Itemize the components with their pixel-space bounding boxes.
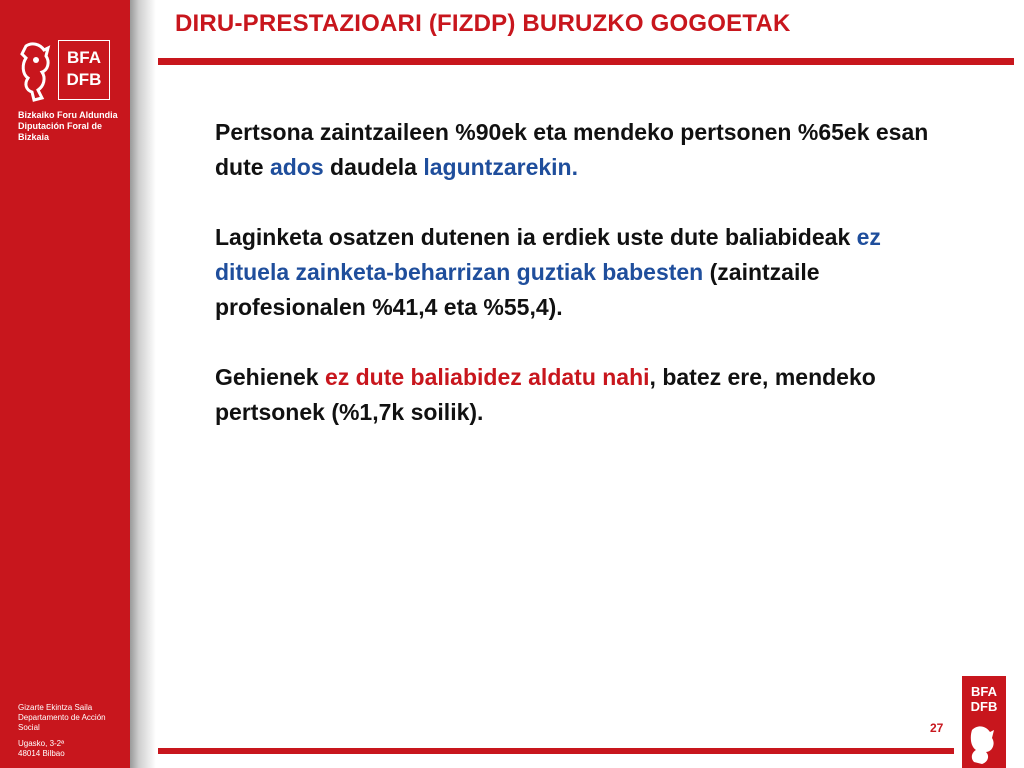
organization-name xyxy=(18,110,128,143)
address-street: Ugasko, 3-2ª xyxy=(18,739,65,748)
horse-emblem-icon xyxy=(18,40,58,104)
corner-logo xyxy=(962,676,1006,768)
paragraph-3 xyxy=(215,360,935,430)
logo-text xyxy=(58,40,110,100)
paragraph-1-text-2: daudela xyxy=(323,154,424,180)
highlight-ez-dute: ez dute baliabidez aldatu nahi xyxy=(324,364,650,390)
logo-line-2: DFB xyxy=(66,70,102,89)
paragraph-2-text-2: (zaintzaile profesionalen %41,4 eta %55,4). xyxy=(215,259,820,320)
paragraph-3-text-2: , batez ere, mendeko pertsonek (%1,7k soilik). xyxy=(215,364,876,425)
sidebar xyxy=(0,0,130,768)
highlight-ados: ados xyxy=(269,154,324,180)
bfa-logo xyxy=(18,40,110,104)
address-city: 48014 Bilbao xyxy=(18,749,65,758)
paragraph-3-text: Gehienek xyxy=(215,364,325,390)
paragraph-1-text: Pertsona zaintzaileen %90ek eta mendeko pertsonen %65ek esan dute xyxy=(215,119,929,180)
horse-emblem-icon xyxy=(966,722,1002,766)
department-info xyxy=(18,703,128,759)
paragraph-2-text: Laginketa osatzen dutenen ia erdiek uste dute baliabideak xyxy=(215,224,857,250)
slide-content xyxy=(215,115,935,465)
corner-logo-line-1: BFA xyxy=(971,684,997,699)
title-divider xyxy=(158,58,1014,65)
highlight-ez-dituela: ez dituela zainketa-beharrizan guztiak babesten xyxy=(215,224,881,285)
dept-name-spanish: Departamento de Acción Social xyxy=(18,713,106,732)
org-name-basque: Bizkaiko Foru Aldundia xyxy=(18,110,118,120)
org-name-spanish: Diputación Foral de Bizkaia xyxy=(18,121,103,142)
logo-line-1: BFA xyxy=(67,48,101,67)
sidebar-shadow xyxy=(130,0,156,768)
highlight-laguntzarekin: laguntzarekin. xyxy=(423,154,578,180)
slide-title: DIRU-PRESTAZIOARI (FIZDP) BURUZKO GOGOETAK xyxy=(175,10,791,37)
corner-logo-line-2: DFB xyxy=(970,699,998,714)
footer-divider xyxy=(158,748,954,754)
paragraph-1 xyxy=(215,115,935,185)
address xyxy=(18,739,128,759)
dept-name-basque: Gizarte Ekintza Saila xyxy=(18,703,93,712)
paragraph-2 xyxy=(215,220,935,325)
corner-logo-text xyxy=(962,684,1006,714)
page-number: 27 xyxy=(930,721,944,735)
